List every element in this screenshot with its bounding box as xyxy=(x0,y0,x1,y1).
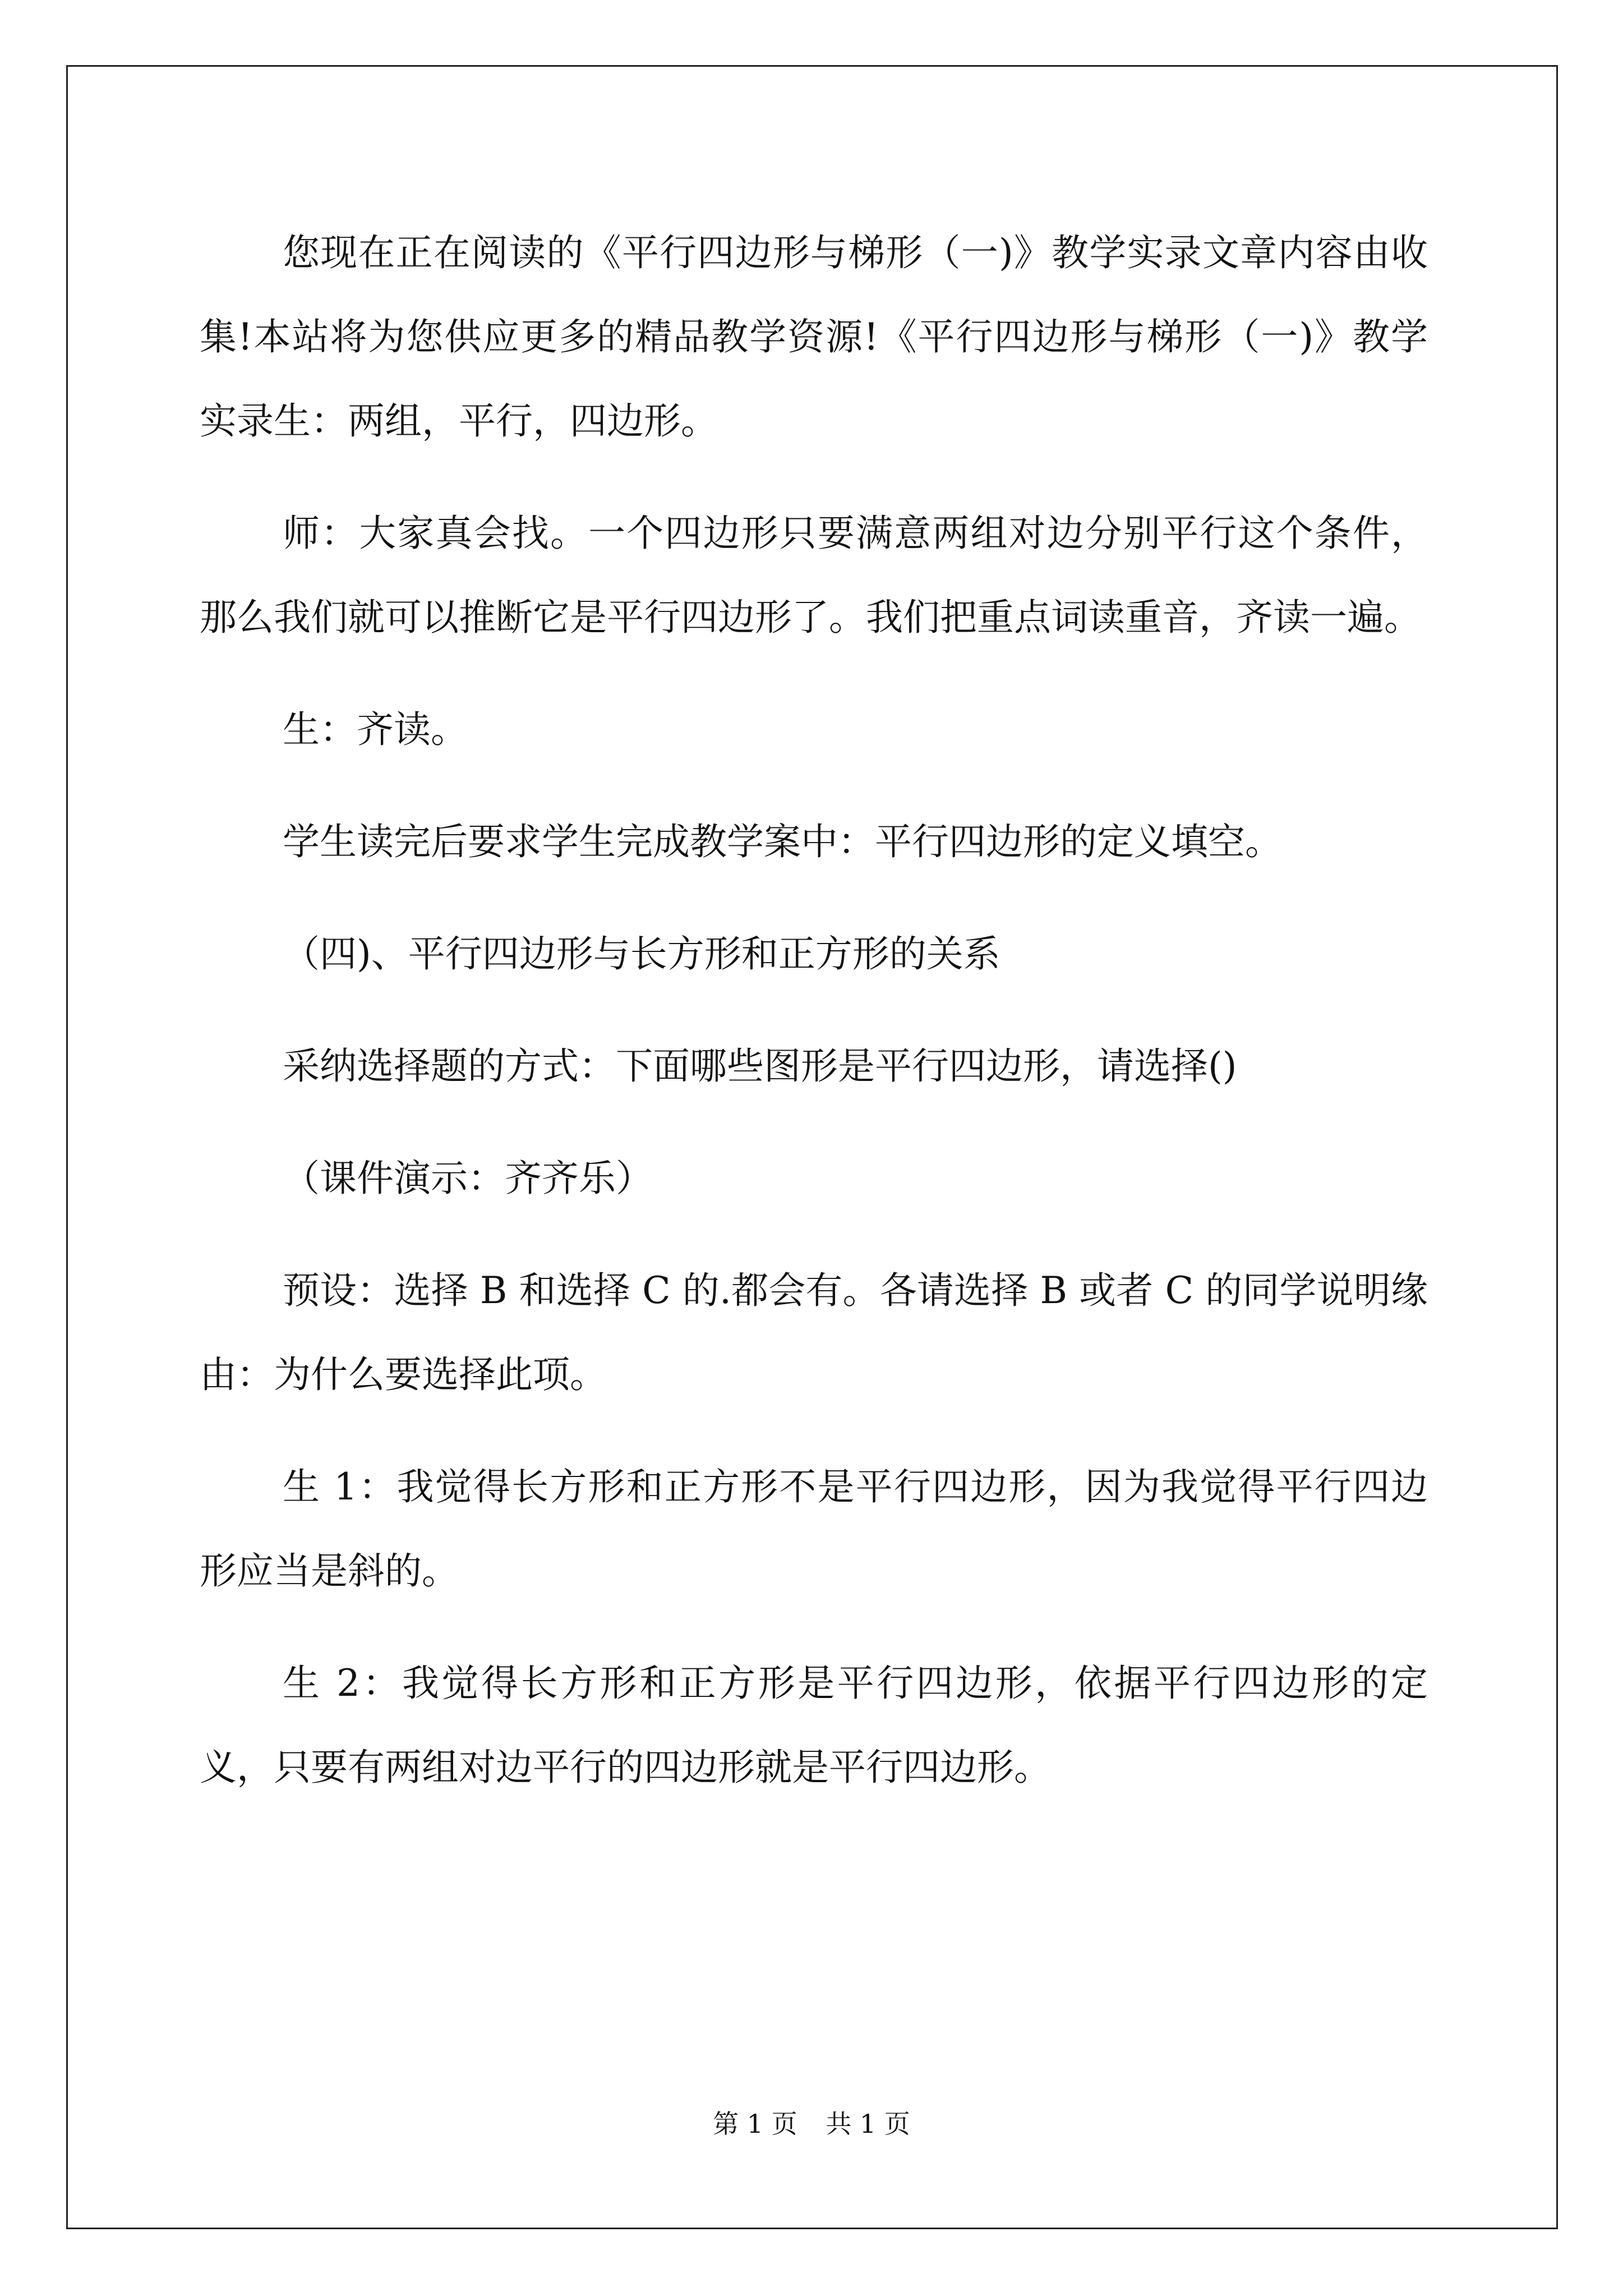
paragraph-10: 生 2：我觉得长方形和正方形是平行四边形，依据平行四边形的定义，只要有两组对边平行的四边形就是平行四边形。 xyxy=(200,1662,1428,1789)
paragraph-5: （四)、平行四边形与长方形和正方形的关系 xyxy=(283,932,1000,976)
document-body xyxy=(200,211,1428,1838)
paragraph-2: 师：大家真会找。一个四边形只要满意两组对边分别平行这个条件，那么我们就可以推断它是平行四边形了。我们把重点词读重音，齐读一遍。 xyxy=(200,512,1428,639)
page-total: 共 1 页 xyxy=(826,2109,910,2139)
paragraph-6: 采纳选择题的方式：下面哪些图形是平行四边形，请选择() xyxy=(283,1045,1237,1088)
paragraph-8: 预设：选择 B 和选择 C 的.都会有。各请选择 B 或者 C 的同学说明缘由：为什么要选择此项。 xyxy=(200,1269,1428,1396)
paragraph-9: 生 1：我觉得长方形和正方形不是平行四边形，因为我觉得平行四边形应当是斜的。 xyxy=(200,1465,1428,1593)
paragraph-1: 您现在正在阅读的《平行四边形与梯形（一)》教学实录文章内容由收集!本站将为您供应更多的精品教学资源!《平行四边形与梯形（一)》教学实录生：两组，平行，四边形。 xyxy=(200,231,1428,443)
page-footer xyxy=(0,2107,1623,2141)
paragraph-3: 生：齐读。 xyxy=(283,708,468,751)
paragraph-4: 学生读完后要求学生完成教学案中：平行四边形的定义填空。 xyxy=(283,820,1282,863)
page-number: 第 1 页 xyxy=(713,2109,797,2139)
paragraph-7: （课件演示：齐齐乐） xyxy=(283,1157,653,1200)
